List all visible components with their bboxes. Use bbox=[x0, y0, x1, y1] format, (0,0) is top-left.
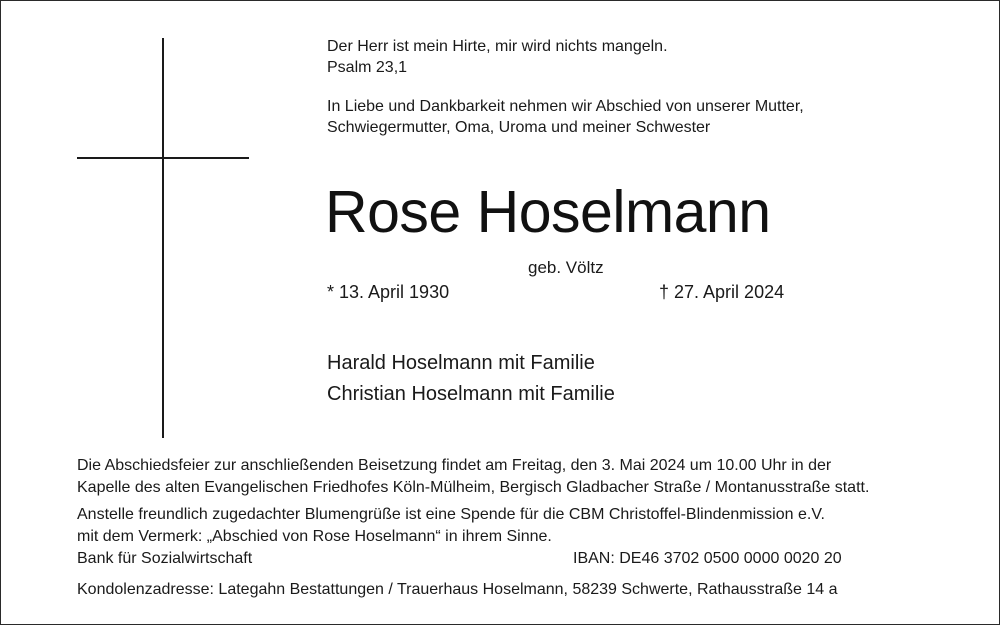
bank-name: Bank für Sozialwirtschaft bbox=[77, 550, 253, 567]
psalm-quote: Der Herr ist mein Hirte, mir wird nichts mangeln. bbox=[327, 38, 668, 55]
donation-line-2: mit dem Vermerk: „Abschied von Rose Hoselmann“ in ihrem Sinne. bbox=[77, 528, 552, 545]
cross-vertical-bar bbox=[162, 38, 164, 438]
service-line-1: Die Abschiedsfeier zur anschließenden Beisetzung findet am Freitag, den 3. Mai 2024 um 10.00 Uhr in der bbox=[77, 457, 832, 474]
birth-date: * 13. April 1930 bbox=[327, 282, 450, 302]
death-date: † 27. April 2024 bbox=[659, 282, 785, 302]
condolence-address: Kondolenzadresse: Lategahn Bestattungen / Trauerhaus Hoselmann, 58239 Schwerte, Rathausstraße 14 a bbox=[77, 581, 838, 598]
cross-horizontal-bar bbox=[77, 157, 249, 159]
mourner-1: Harald Hoselmann mit Familie bbox=[327, 352, 595, 374]
birth-name: geb. Völtz bbox=[528, 258, 604, 277]
service-line-2: Kapelle des alten Evangelischen Friedhofes Köln-Mülheim, Bergisch Gladbacher Straße / Montanusstraße statt. bbox=[77, 479, 870, 496]
intro-line-1: In Liebe und Dankbarkeit nehmen wir Abschied von unserer Mutter, bbox=[327, 98, 804, 115]
intro-line-2: Schwiegermutter, Oma, Uroma und meiner Schwester bbox=[327, 119, 711, 136]
iban: IBAN: DE46 3702 0500 0000 0020 20 bbox=[573, 550, 842, 567]
mourner-2: Christian Hoselmann mit Familie bbox=[327, 383, 615, 405]
donation-line-1: Anstelle freundlich zugedachter Blumengrüße ist eine Spende für die CBM Christoffel-Blindenmission e.V. bbox=[77, 506, 825, 523]
psalm-reference: Psalm 23,1 bbox=[327, 59, 408, 76]
deceased-name: Rose Hoselmann bbox=[325, 179, 771, 245]
